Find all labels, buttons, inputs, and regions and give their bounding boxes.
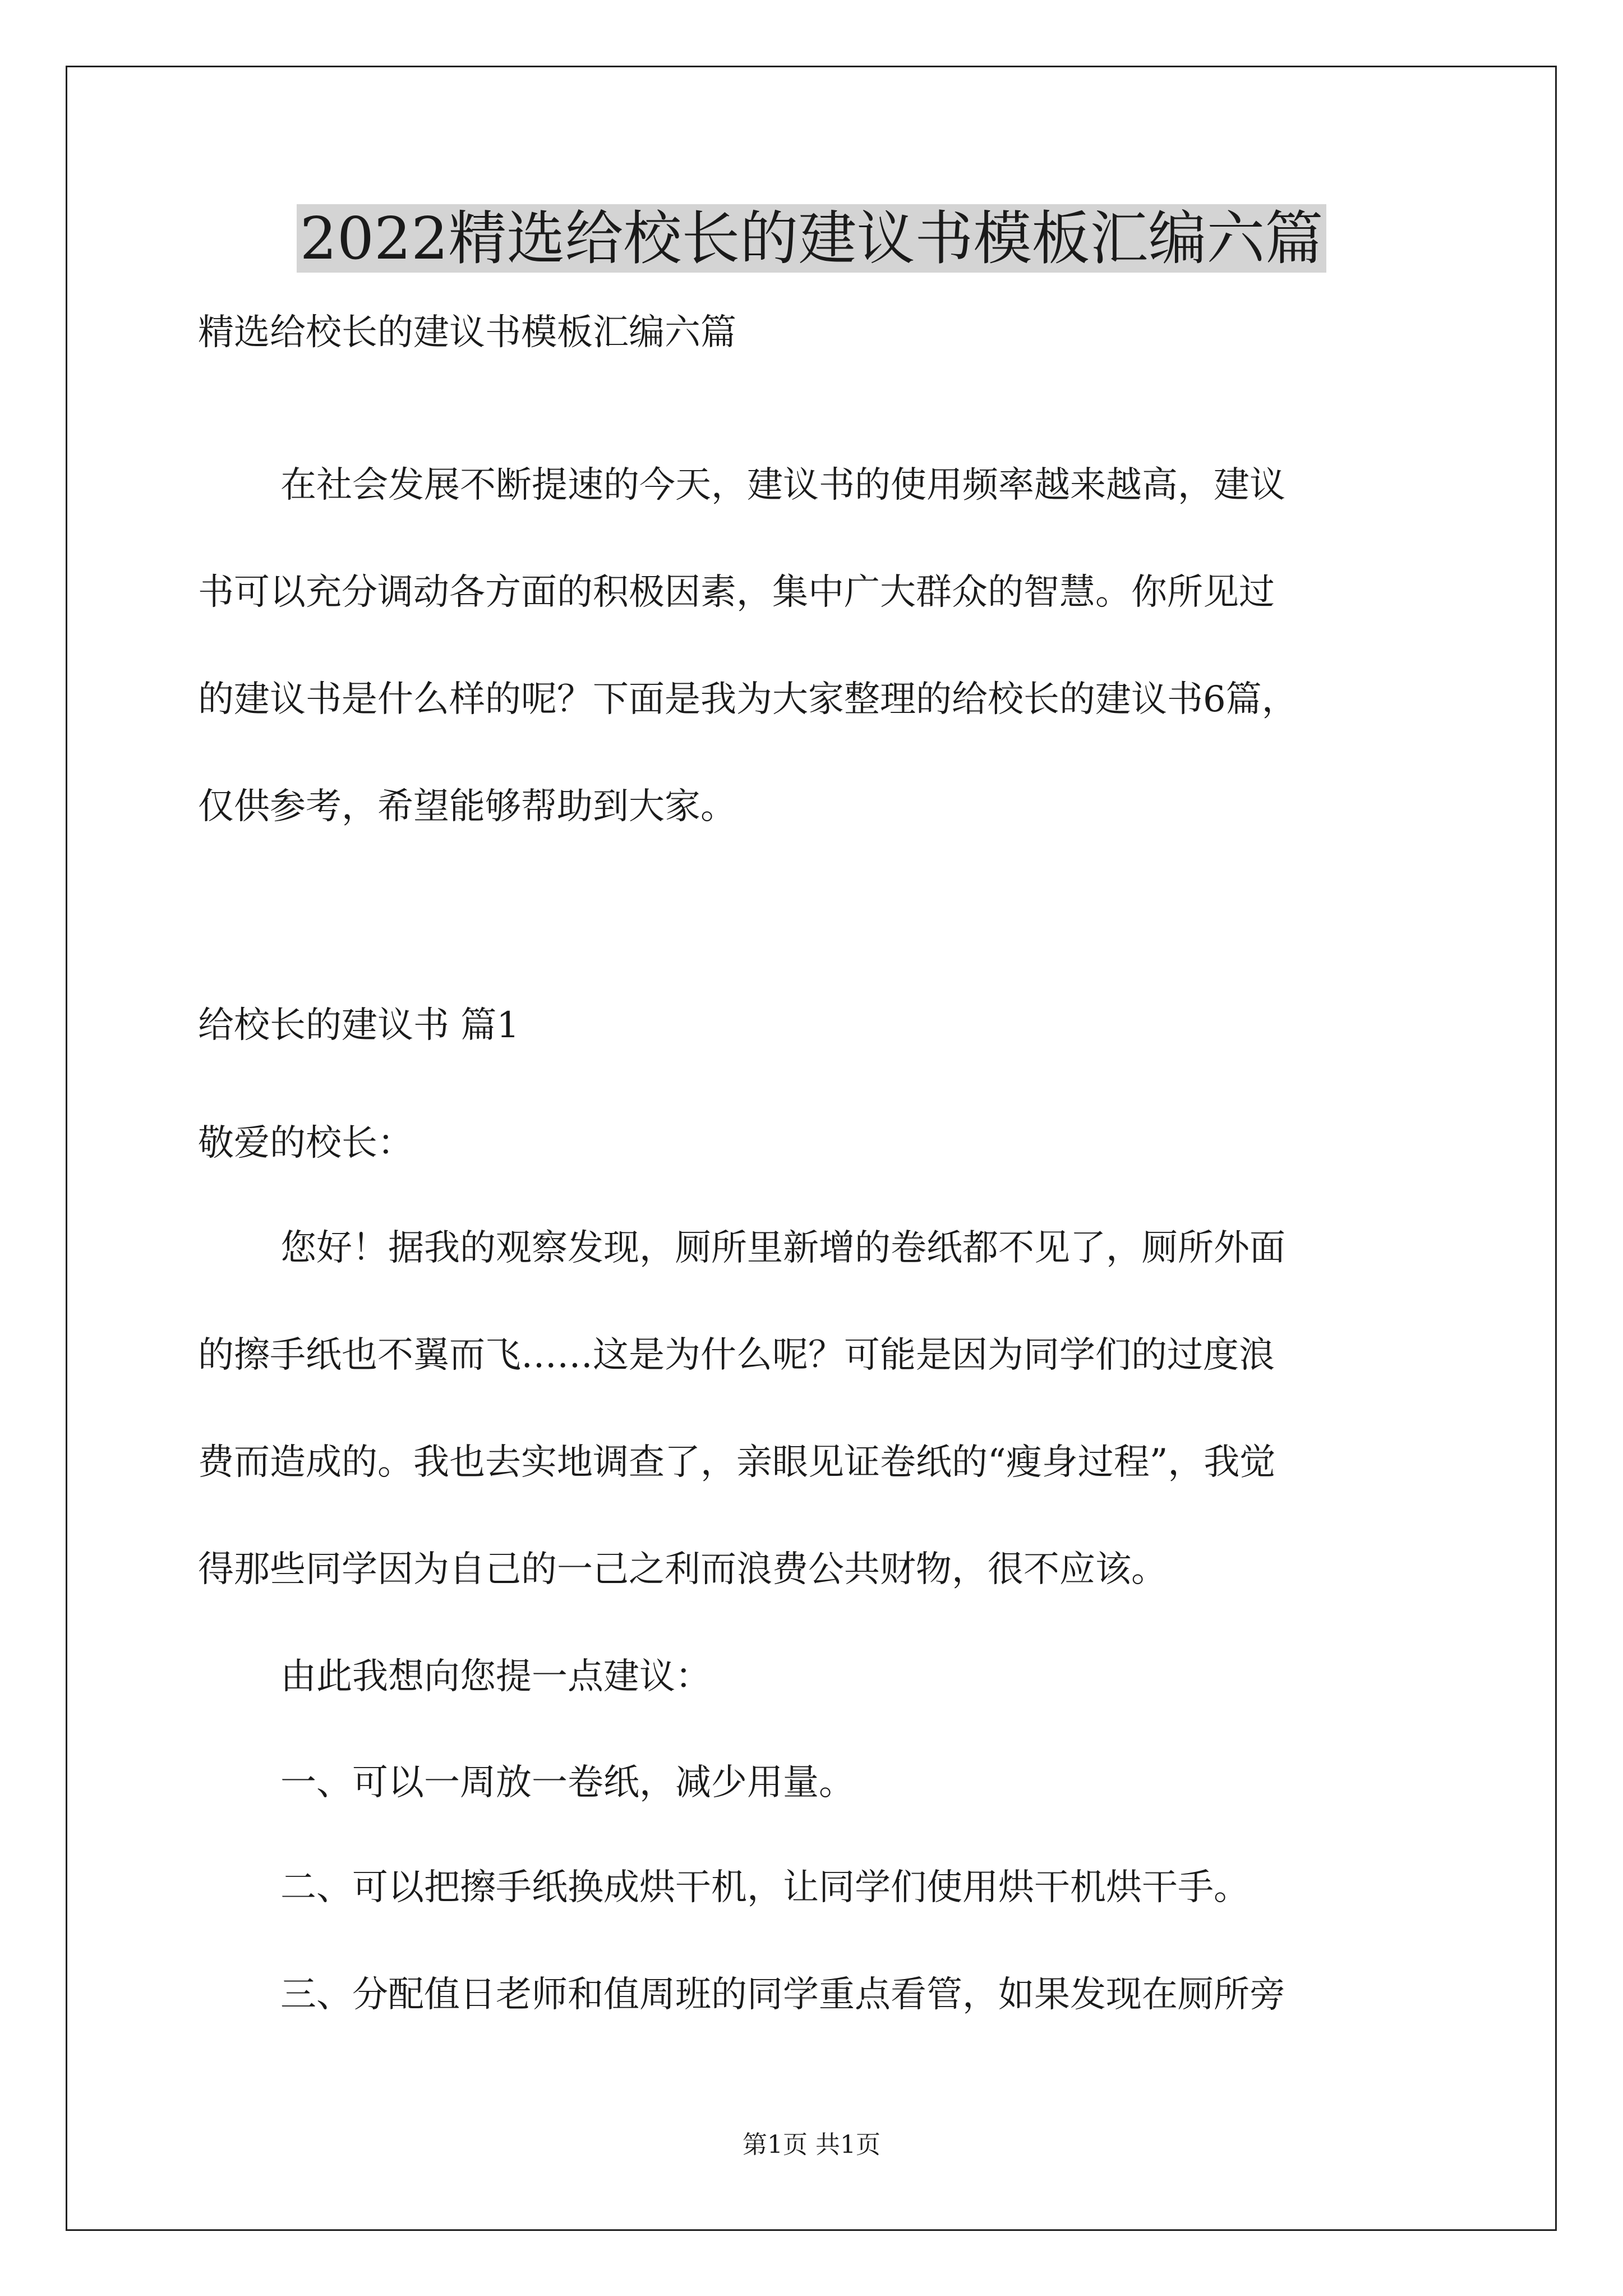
- suggestion-1: 一、可以一周放一卷纸，减少用量。: [280, 1762, 855, 1803]
- section-heading: 给校长的建议书 篇1: [198, 1005, 520, 1046]
- salutation: 敬爱的校长：: [198, 1122, 413, 1164]
- body-line-4: 得那些同学因为自己的一己之利而浪费公共财物，很不应该。: [198, 1549, 1167, 1590]
- intro-line-1: 在社会发展不断提速的今天，建议书的使用频率越来越高，建议: [280, 464, 1285, 506]
- intro-line-3: 的建议书是什么样的呢？下面是我为大家整理的给校长的建议书6篇，: [198, 679, 1298, 720]
- document-title: [0, 199, 1623, 278]
- suggestion-intro: 由此我想向您提一点建议：: [280, 1656, 711, 1697]
- intro-line-2: 书可以充分调动各方面的积极因素，集中广大群众的智慧。你所见过: [198, 572, 1275, 613]
- body-line-1: 您好！据我的观察发现，厕所里新增的卷纸都不见了，厕所外面: [280, 1227, 1285, 1269]
- suggestion-2: 二、可以把擦手纸换成烘干机，让同学们使用烘干机烘干手。: [280, 1867, 1249, 1908]
- page-footer: 第1页 共1页: [743, 2131, 880, 2159]
- suggestion-3: 三、分配值日老师和值周班的同学重点看管，如果发现在厕所旁: [280, 1974, 1285, 2016]
- body-line-3: 费而造成的。我也去实地调查了，亲眼见证卷纸的“瘦身过程”，我觉: [198, 1442, 1276, 1483]
- document-title-text: 2022精选给校长的建议书模板汇编六篇: [297, 204, 1327, 273]
- body-line-2: 的擦手纸也不翼而飞……这是为什么呢？可能是因为同学们的过度浪: [198, 1335, 1275, 1376]
- intro-line-4: 仅供参考，希望能够帮助到大家。: [198, 786, 736, 827]
- subtitle: 精选给校长的建议书模板汇编六篇: [198, 312, 736, 353]
